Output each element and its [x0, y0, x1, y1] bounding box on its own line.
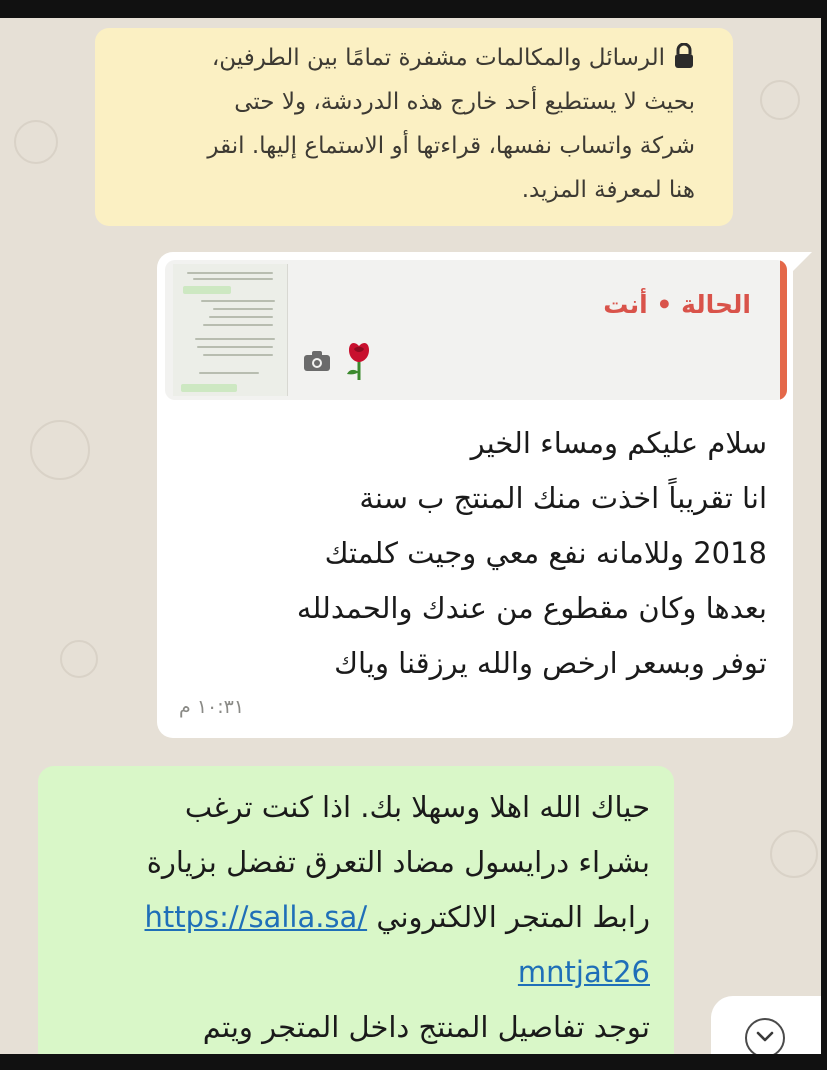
- message-line: بشراء درايسول مضاد التعرق تفضل بزيارة: [146, 845, 650, 879]
- notice-line-4: هنا لمعرفة المزيد.: [521, 177, 695, 203]
- message-timestamp: ١٠:٣١ م: [179, 696, 245, 718]
- scroll-down-circle: [745, 1018, 785, 1058]
- thumb-text-line: [193, 278, 273, 280]
- wallpaper-doodle: [770, 830, 818, 878]
- outgoing-message-bubble[interactable]: [38, 766, 674, 1056]
- wallpaper-doodle: [60, 640, 98, 678]
- incoming-message-text: [177, 416, 767, 691]
- message-line: [50, 945, 650, 1000]
- message-line: [50, 890, 650, 945]
- message-line: توجد تفاصيل المنتج داخل المتجر ويتم: [202, 1010, 650, 1044]
- message-text-segment: رابط المتجر الالكتروني: [376, 900, 650, 934]
- thumb-bubble: [183, 286, 231, 294]
- store-link-continued[interactable]: mntjat26: [517, 955, 650, 989]
- thumb-text-line: [213, 308, 273, 310]
- encryption-notice[interactable]: [95, 28, 733, 226]
- notice-line-1: الرسائل والمكالمات مشفرة تمامًا بين الطرفين،: [123, 36, 695, 80]
- notice-line-2: بحيث لا يستطيع أحد خارج هذه الدردشة، ولا حتى: [234, 89, 695, 115]
- status-thumbnail[interactable]: [173, 264, 288, 396]
- chevron-down-icon: [755, 1030, 775, 1044]
- message-line: انا تقريباً اخذت منك المنتج ب سنة: [359, 481, 767, 515]
- wallpaper-doodle: [14, 120, 58, 164]
- thumb-text-line: [203, 354, 273, 356]
- right-frame: [821, 0, 827, 1070]
- notice-line-3: شركة واتساب نفسها، قراءتها أو الاستماع إليها. انقر: [207, 133, 695, 159]
- message-line: سلام عليكم ومساء الخير: [470, 426, 767, 460]
- thumb-text-line: [203, 324, 273, 326]
- thumb-text-line: [199, 372, 259, 374]
- thumb-text-line: [187, 272, 273, 274]
- message-line: بعدها وكان مقطوع من عندك والحمدلله: [296, 591, 767, 625]
- scroll-down-button[interactable]: [711, 996, 827, 1058]
- lock-icon: [673, 43, 695, 69]
- quote-accent-bar: [780, 260, 787, 400]
- message-line: حياك الله اهلا وسهلا بك. اذا كنت ترغب: [184, 790, 650, 824]
- bottom-frame: [0, 1054, 827, 1070]
- quote-title: الحالة • أنت: [603, 290, 751, 319]
- message-line: 2018 وللامانه نفع معي وجيت كلمتك: [324, 536, 767, 570]
- thumb-text-line: [195, 338, 275, 340]
- status-reply-quote[interactable]: [165, 260, 787, 400]
- wallpaper-doodle: [30, 420, 90, 480]
- top-frame: [0, 0, 827, 18]
- incoming-bubble-tail: [788, 252, 812, 276]
- outgoing-message-text: [50, 780, 650, 1055]
- store-link[interactable]: https://salla.sa/: [144, 900, 368, 934]
- thumb-text-line: [201, 300, 275, 302]
- incoming-message-bubble[interactable]: [157, 252, 793, 738]
- camera-icon: [303, 350, 331, 372]
- rose-emoji: [343, 340, 375, 380]
- thumb-text-line: [209, 316, 273, 318]
- thumb-bubble: [181, 384, 237, 392]
- thumb-text-line: [197, 346, 273, 348]
- message-line: توفر وبسعر ارخص والله يرزقنا وياك: [334, 646, 767, 680]
- wallpaper-doodle: [760, 80, 800, 120]
